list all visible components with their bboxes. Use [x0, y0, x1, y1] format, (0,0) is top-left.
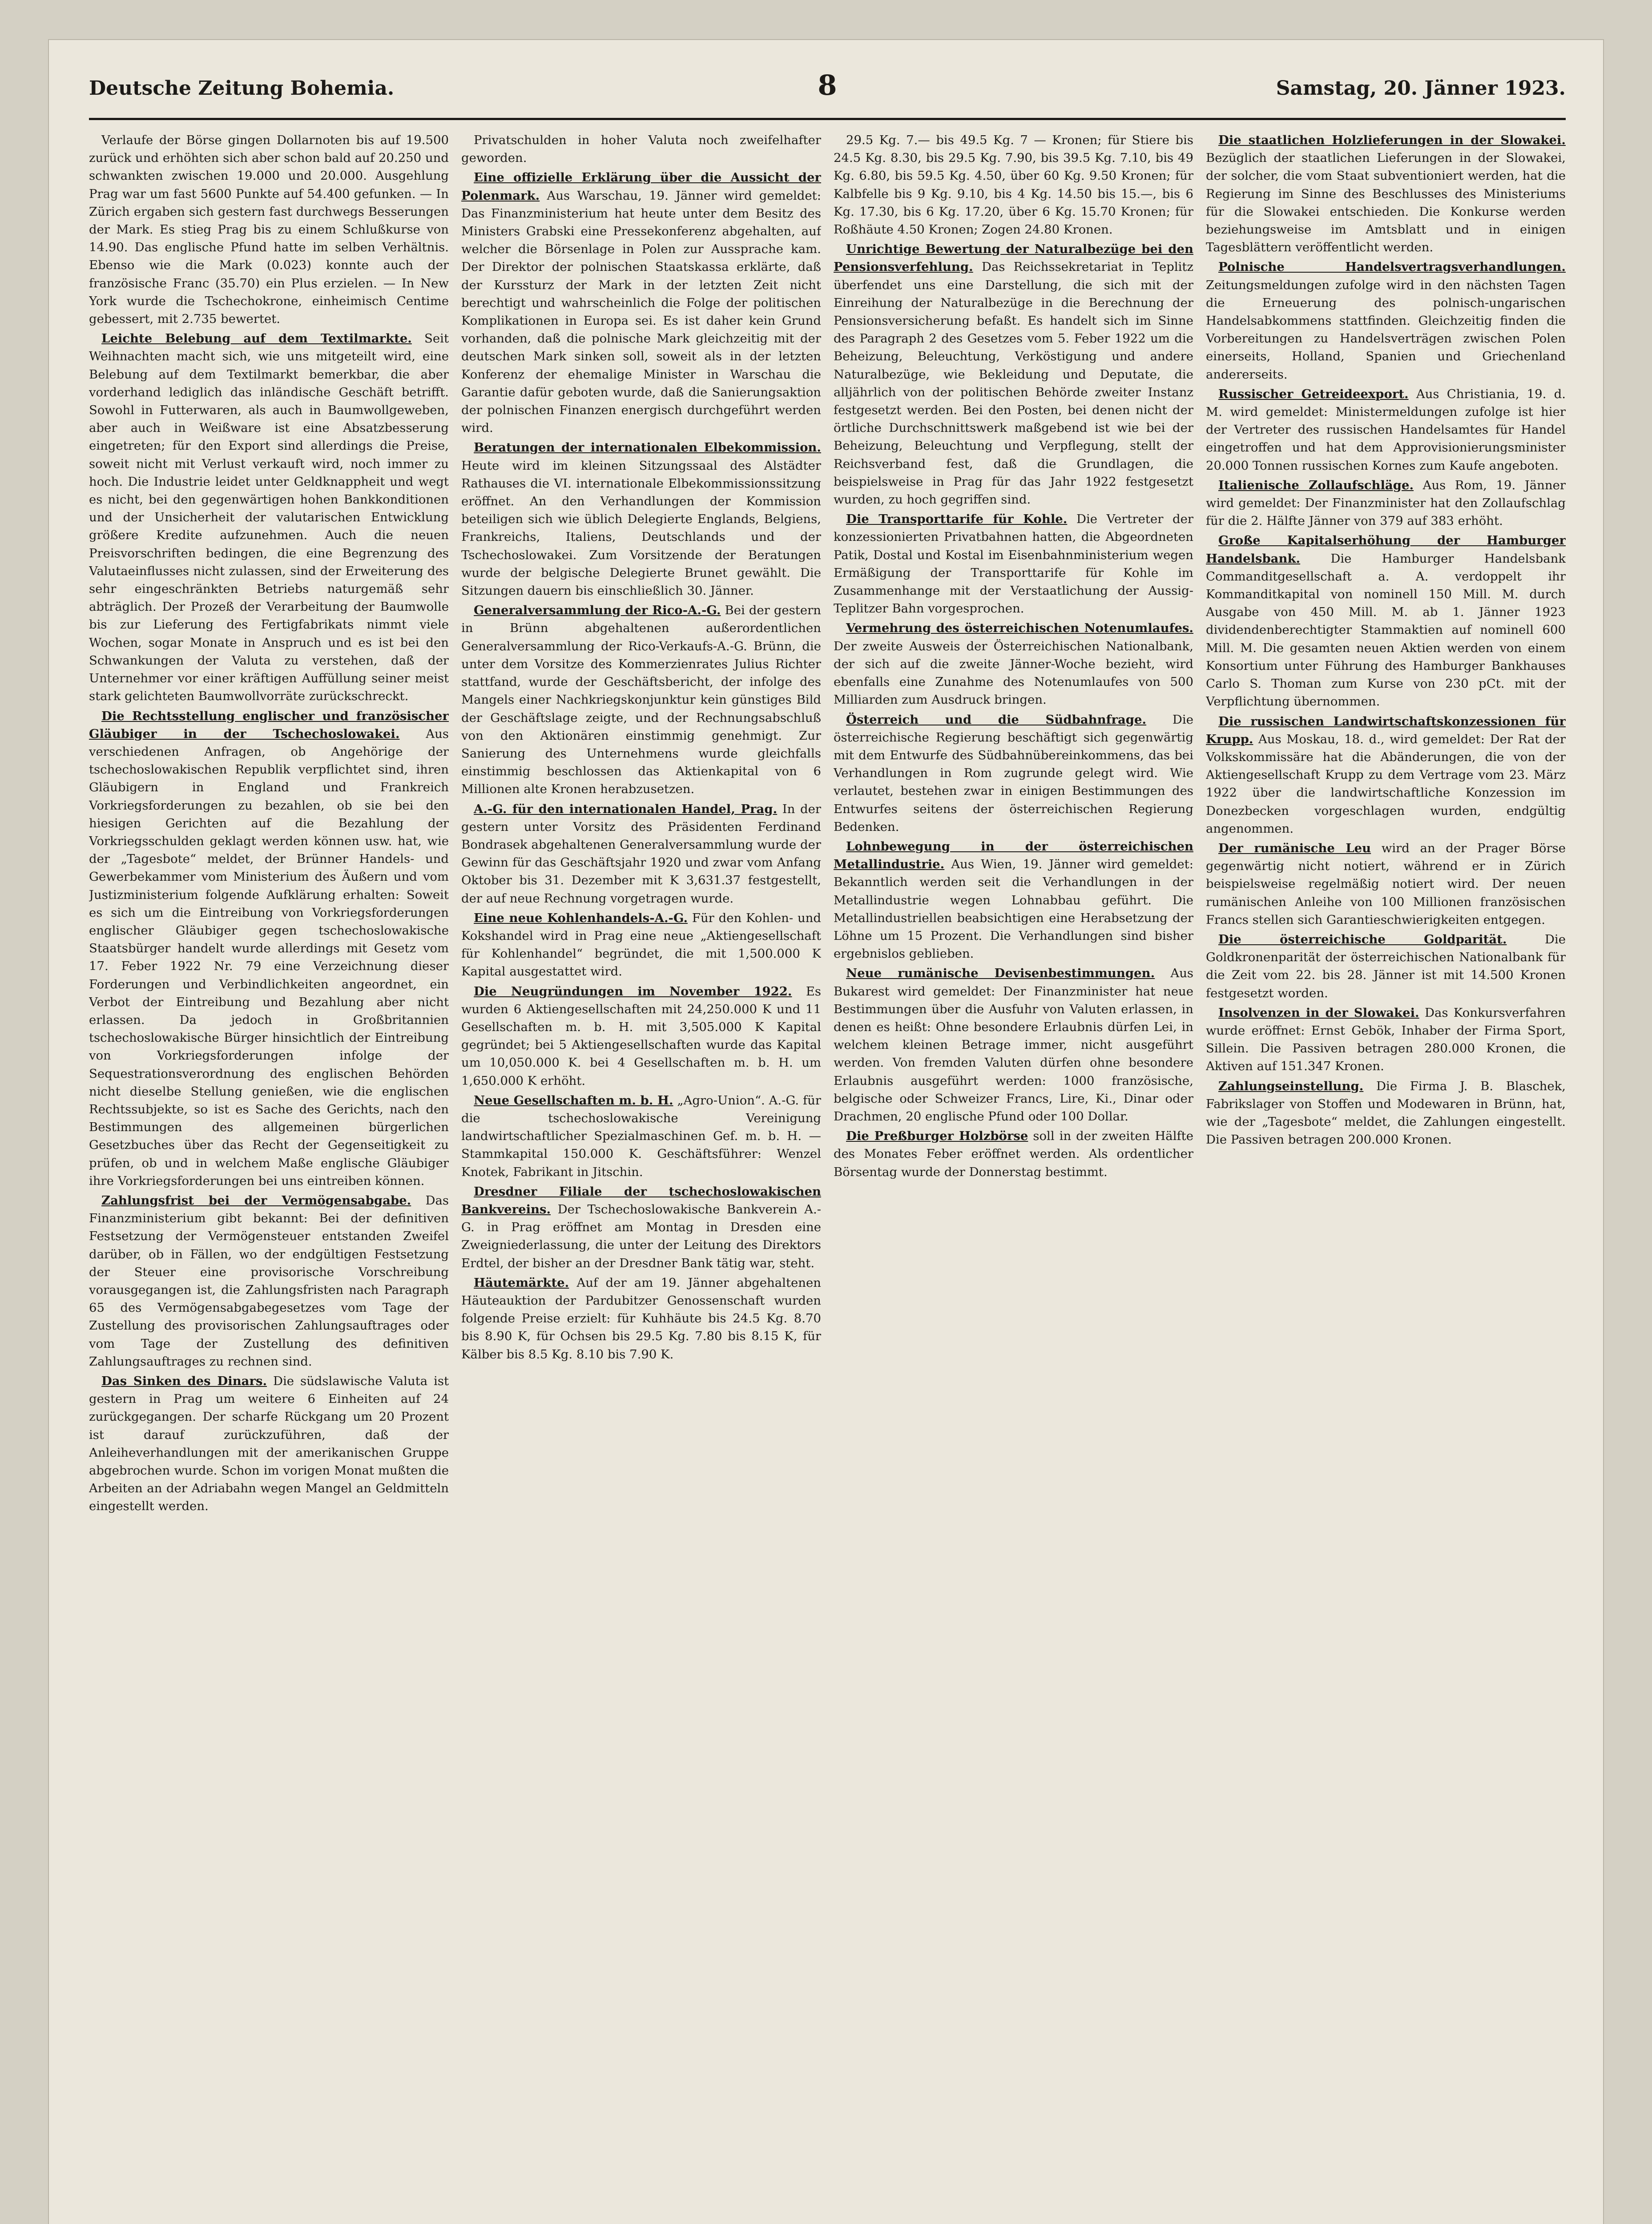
column-2	[461, 131, 821, 2224]
article-paragraph	[834, 1127, 1193, 1181]
article-paragraph	[1206, 258, 1566, 383]
article-paragraph	[89, 707, 449, 1190]
article-paragraph	[834, 240, 1193, 508]
article-heading: Die Rechtsstellung englischer und französischer Gläubiger in der Tschechoslowakei.	[89, 709, 449, 741]
article-heading: Häutemärkte.	[474, 1275, 569, 1290]
article-heading: Der rumänische Leu	[1218, 841, 1371, 855]
article-paragraph	[1206, 532, 1566, 710]
article-heading: Unrichtige Bewertung der Naturalbezüge bei den Pensionsverfehlung.	[834, 242, 1193, 274]
article-paragraph	[461, 909, 821, 981]
article-heading: Die Transporttarife für Kohle.	[846, 512, 1068, 527]
article-text: Es wurden 6 Aktiengesellschaften mit 24,250.000 K und 11 Gesellschaften m. b. H. mit 3,505.000 K Kapital gegründet; bei 5 Aktiengesellschaften wurde das Kapital um 10,050.000 K. bei 4 Gesellschaften m. b. H. um 1,650.000 K erhöht.	[461, 984, 821, 1088]
article-text: Heute wird im kleinen Sitzungssaal des Alstädter Rathauses die VI. internationale Elbekommissionssitzung eröffnet. An den Verhandlungen der Kommission beteiligen sich wie üblich Delegierte Englands, Belgiens, Frankreichs, Italiens, Deutschlands und der Tschechoslowakei. Zum Vorsitzende der Beratungen wurde der belgische Delegierte Brunet gewählt. Die Sitzungen dauern bis einschließlich 30. Jänner.	[461, 458, 821, 598]
article-text: Für den Kohlen- und Kokshandel wird in Prag eine neue „Aktiengesellschaft für Kohlenhandel“ begründet, die mit 1,500.000 K Kapital ausgestattet wird.	[461, 911, 821, 979]
article-heading: A.-G. für den internationalen Handel, Prag.	[474, 802, 778, 816]
article-text: Die Vertreter der konzessionierten Privatbahnen hatten, die Abgeordneten Patik, Dostal und Kostal im Eisenbahnministerium wegen Ermäßigung der Transporttarife für Kohle im Zusammenhange mit der Verstaatlichung der Aussig-Teplitzer Bahn vorgesprochen.	[834, 512, 1193, 616]
article-paragraph	[1206, 1004, 1566, 1076]
article-text: Aus Rom, 19. Jänner wird gemeldet: Der Finanzminister hat den Zollaufschlag für die 2. Hälfte Jänner von 379 auf 383 erhöht.	[1206, 478, 1566, 528]
newspaper-title: Deutsche Zeitung Bohemia.	[89, 77, 395, 100]
article-paragraph	[834, 964, 1193, 1125]
page-number: 8	[818, 69, 837, 101]
article-paragraph	[461, 1092, 821, 1181]
page-header	[89, 64, 1566, 120]
article-heading: Neue Gesellschaften m. b. H.	[474, 1093, 673, 1108]
article-text: Die südslawische Valuta ist gestern in Prag um weitere 6 Einheiten auf 24 zurückgegangen. Der scharfe Rückgang um 20 Prozent ist darauf zurückzuführen, daß der Anleiheverhandlungen mit der amerikanischen Gruppe abgebrochen wurde. Schon im vorigen Monat mußten die Arbeiten an der Adriabahn wegen Mangel an Geldmitteln eingestellt werden.	[89, 1374, 449, 1514]
article-heading: Leichte Belebung auf dem Textilmarkte.	[101, 331, 412, 346]
article-heading: Zahlungseinstellung.	[1218, 1079, 1364, 1093]
article-text: Aus Christiania, 19. d. M. wird gemeldet: Ministermeldungen zufolge ist hier der Vertreter des russischen Handelsamtes für Handel eingetroffen und hat dem Approvisionierungsminister 20.000 Tonnen russischen Kornes zum Kaufe angeboten.	[1206, 387, 1566, 473]
article-text: Das Reichssekretariat in Teplitz überfendet uns eine Darstellung, die sich mit der Einreihung der Naturalbezüge in die Berechnung der Pensionsversicherung befaßt. Es handelt sich im Sinne des Paragraph 2 des Gesetzes vom 5. Feber 1922 um die Beheizung, Beleuchtung, Verköstigung und andere Naturalbezüge, wie Bekleidung und Deputate, die alljährlich von der politischen Behörde zweiter Instanz festgesetzt werden. Bei den Posten, bei denen nicht der örtliche Durchschnittswerk maßgebend ist wie bei der Beheizung, Beleuchtung und Verpflegung, stellt der Reichsverband fest, daß die Grundlagen, die beispielsweise in Prag für das Jahr 1922 festgesetzt wurden, zu hoch gegriffen sind.	[834, 260, 1193, 507]
column-4	[1206, 131, 1566, 2224]
article-text: Aus Warschau, 19. Jänner wird gemeldet: Das Finanzministerium hat heute unter dem Besitz des Ministers Grabski eine Pressekonferenz abgehalten, auf welcher die Börsenlage in Polen zur Aussprache kam. Der Direktor der polnischen Staatskassa erklärte, daß der Kurssturz der Mark in der letzten Zeit nicht berechtigt und wahrscheinlich die Folge der politischen Komplikationen in Europa sei. Es ist daher kein Grund vorhanden, daß die polnische Mark gleichzeitig mit der deutschen Mark sinken soll, soweit als in der letzten Konferenz der ehemalige Minister in Warschau die Garantie dafür geboten wurde, daß die Sanierungsaktion der polnischen Finanzen energisch durchgeführt werden wird.	[461, 188, 821, 435]
article-text: soll in der zweiten Hälfte des Monates Feber eröffnet werden. Als ordentlicher Börsentag wurde der Donnerstag bestimmt.	[834, 1129, 1193, 1179]
article-text: Die österreichische Regierung beschäftigt sich gegenwärtig mit dem Entwurfe des Südbahnübereinkommens, das bei Verhandlungen in Rom zugrunde gelegt wird. Wie verlautet, bestehen zwar in einigen Bestimmungen des Entwurfes seitens der österreichischen Regierung Bedenken.	[834, 712, 1193, 834]
article-heading: Generalversammlung der Rico-A.-G.	[474, 603, 721, 618]
article-heading: Vermehrung des österreichischen Notenumlaufes.	[846, 621, 1193, 636]
article-paragraph	[461, 601, 821, 798]
article-heading: Die Preßburger Holzbörse	[846, 1129, 1028, 1144]
article-paragraph	[89, 1372, 449, 1515]
article-text: Die Goldkronenparität der österreichischen Nationalbank für die Zeit vom 22. bis 28. Jänner ist mit 14.500 Kronen festgesetzt worden.	[1206, 932, 1566, 1000]
article-paragraph	[461, 1274, 821, 1363]
article-heading: Insolvenzen in der Slowakei.	[1218, 1005, 1419, 1020]
article-heading: Die staatlichen Holzlieferungen in der Slowakei.	[1218, 133, 1566, 147]
article-paragraph	[89, 131, 449, 328]
article-text: Der Tschechoslowakische Bankverein A.-G. in Prag eröffnet am Montag in Dresden eine Zweigniederlassung, die unter der Leitung des Direktors Erdtel, der bisher an der Dresdner Bank tätig war, steht.	[461, 1202, 821, 1270]
issue-date: Samstag, 20. Jänner 1923.	[1276, 77, 1566, 100]
article-paragraph	[1206, 385, 1566, 475]
column-1	[89, 131, 449, 2224]
article-heading: Die russischen Landwirtschaftskonzessionen für Krupp.	[1206, 714, 1566, 746]
article-paragraph	[89, 1192, 449, 1370]
article-paragraph	[834, 619, 1193, 709]
article-heading: Das Sinken des Dinars.	[101, 1374, 267, 1389]
article-heading: Eine offizielle Erklärung über die Aussicht der Polenmark.	[461, 170, 821, 203]
article-heading: Italienische Zollaufschläge.	[1218, 478, 1414, 492]
article-text: Aus verschiedenen Anfragen, ob Angehörige der tschechoslowakischen Republik verpflichtet sind, ihren Gläubigern in England und Frankreich Vorkriegsforderungen zu bezahlen, ob sie bei den hiesigen Gerichten auf die Bezahlung der Vorkriegsschulden geklagt werden können usw. hat, wie der „Tagesbote“ meldet, der Brünner Handels- und Gewerbekammer vom Ministerium des Äußern und vom Justizministerium folgende Aufklärung erhalten: Soweit es sich um die Eintreibung von Vorkriegsforderungen englischer Gläubiger gegen tschechoslowakische Staatsbürger handelt wurde allerdings mit Gesetz vom 17. Feber 1922 Nr. 79 eine Verzeichnung dieser Forderungen und Verbindlichkeiten angeordnet, ein Verbot der Eintreibung und Bezahlung aber nicht erlassen. Da jedoch in Großbritannien tschechoslowakische Bürger hinsichtlich der Eintreibung von Vorkriegsforderungen infolge der Sequestrationsverordnung des englischen Behörden nicht dieselbe Stellung genießen, wie die englischen Rechtssubjekte, so ist es Sache des Gerichts, nach den Bestimmungen des allgemeinen bürgerlichen Gesetzbuches über das Recht der Gegenseitigkeit zu prüfen, ob und in welchem Maße englische Gläubiger ihre Vorkriegsforderungen bei uns eintreiben können.	[89, 726, 449, 1188]
article-text: Auf der am 19. Jänner abgehaltenen Häuteauktion der Pardubitzer Genossenschaft wurden folgende Preise erzielt: für Kuhhäute bis 24.5 Kg. 8.70 bis 8.90 K, für Ochsen bis 29.5 Kg. 7.80 bis 8.15 K, für Kälber bis 8.5 Kg. 8.10 bis 7.90 K.	[461, 1275, 821, 1362]
article-paragraph	[461, 131, 821, 167]
article-heading: Eine neue Kohlenhandels-A.-G.	[474, 911, 688, 925]
article-text: In der gestern unter Vorsitz des Präsidenten Ferdinand Bondrasek abgehaltenen Generalversammlung wurde der Gewinn für das Geschäftsjahr 1920 und zwar vom Anfang Oktober bis 31. Dezember mit K 3,631.37 festgestellt, der auf neue Rechnung vorgetragen wurde.	[461, 802, 821, 906]
article-text: wird an der Prager Börse gegenwärtig nicht notiert, während er in Zürich beispielsweise regelmäßig notiert wird. Der neuen rumänischen Anleihe von 100 Millionen französischen Francs stellen sich Garantieschwierigkeiten entgegen.	[1206, 841, 1566, 927]
article-heading: Lohnbewegung in der österreichischen Metallindustrie.	[834, 839, 1193, 872]
article-text: Der zweite Ausweis der Österreichischen Nationalbank, der sich auf die zweite Jänner-Woche bezieht, wird ebenfalls eine Zunahme des Notenumlaufes von 500 Milliarden zum Ausdruck bringen.	[834, 639, 1193, 707]
article-paragraph	[1206, 131, 1566, 256]
article-heading: Die Neugründungen im November 1922.	[474, 984, 792, 999]
article-heading: Zahlungsfrist bei der Vermögensabgabe.	[101, 1193, 411, 1208]
article-paragraph	[461, 439, 821, 600]
article-paragraph	[461, 800, 821, 907]
article-text: Die Firma J. B. Blaschek, Fabrikslager von Stoffen und Modewaren in Brünn, hat, wie der „Tagesbote“ meldet, die Zahlungen eingestellt. Die Passiven betragen 200.000 Kronen.	[1206, 1079, 1566, 1147]
article-text: „Agro-Union“. A.-G. für die tschechoslowakische Vereinigung landwirtschaftlicher Spezialmaschinen Gef. m. b. H. — Stammkapital 150.000 K. Geschäftsführer: Wenzel Knotek, Fabrikant in Jitschin.	[461, 1093, 821, 1179]
article-paragraph	[1206, 839, 1566, 929]
article-paragraph	[1206, 1077, 1566, 1149]
article-heading: Polnische Handelsvertragsverhandlungen.	[1218, 260, 1566, 274]
article-text: Privatschulden in hoher Valuta noch zweifelhafter geworden.	[461, 133, 821, 165]
newspaper-page	[49, 40, 1603, 2224]
article-paragraph	[834, 131, 1193, 238]
article-paragraph	[834, 711, 1193, 836]
article-text: Das Konkursverfahren wurde eröffnet: Ernst Gebök, Inhaber der Firma Sport, Sillein. Die Passiven betragen 280.000 Kronen, die Aktiven auf 151.347 Kronen.	[1206, 1005, 1566, 1074]
article-text: 29.5 Kg. 7.— bis 49.5 Kg. 7 — Kronen; für Stiere bis 24.5 Kg. 8.30, bis 29.5 Kg. 7.90, bis 39.5 Kg. 7.10, bis 49 Kg. 6.80, bis 59.5 Kg. 4.50, über 60 Kg. 9.50 Kronen; für Kalbfelle bis 9 Kg. 9.10, bis 4 Kg. 14.50 bis 15.—, bis 6 Kg. 17.30, bis 6 Kg. 17.20, über 6 Kg. 15.70 Kronen; für Roßhäute 4.50 Kronen; Zogen 24.80 Kronen.	[834, 133, 1193, 237]
article-text: Aus Wien, 19. Jänner wird gemeldet: Bekanntlich werden seit die Verhandlungen in der Metallindustrie wegen Lohnabbau geführt. Die Metallindustriellen beabsichtigen eine Herabsetzung der Löhne um 15 Prozent. Die Verhandlungen sind bisher ergebnislos geblieben.	[834, 857, 1193, 961]
article-paragraph	[1206, 713, 1566, 838]
article-heading: Dresdner Filiale der tschechoslowakischen Bankvereins.	[461, 1184, 821, 1217]
article-heading: Neue rumänische Devisenbestimmungen.	[846, 966, 1155, 981]
article-heading: Große Kapitalserhöhung der Hamburger Handelsbank.	[1206, 533, 1566, 566]
column-3	[834, 131, 1193, 2224]
article-text: Seit Weihnachten macht sich, wie uns mitgeteilt wird, eine Belebung auf dem Textilmarkt bemerkbar, die aber vorderhand lediglich das inländische Geschäft betrifft. Sowohl in Futterwaren, als auch in Baumwollgeweben, aber auch in Weißware ist eine Absatzbesserung eingetreten; für den Export sind allerdings die Preise, soweit nicht mit Verlust verkauft wird, noch immer zu hoch. Die Industrie leidet unter Geldknappheit und wegt es nicht, bei den gegenwärtigen hohen Bankkonditionen und der Unsicherheit der valutarischen Entwicklung größere Kredite aufzunehmen. Auch die neuen Preisvorschriften bedingen, die eine Begrenzung des Valutaeinflusses nicht zulassen, sind der Erweiterung des sehr eingeschränkten Betriebs naturgemäß sehr abträglich. Der Prozeß der Verarbeitung der Baumwolle bis zur Lieferung des Fertigfabrikats nimmt viele Wochen, sogar Monate in Anspruch und es ist bei den Schwankungen der Valuta zu verstehen, daß der Unternehmer vor einer kräftigen Auffüllung seiner meist stark gelichteten Baumwollvorräte zurückschreckt.	[89, 331, 449, 704]
article-heading: Russischer Getreideexport.	[1218, 387, 1409, 401]
text-columns	[89, 131, 1566, 2224]
article-paragraph	[1206, 931, 1566, 1002]
article-text: Bei der gestern in Brünn abgehaltenen außerordentlichen Generalversammlung der Rico-Verkaufs-A.-G. Brünn, die unter dem Vorsitze des Kommerzienrates Julius Richter stattfand, wurde der Geschäftsbericht, der infolge des Mangels einer Nachkriegskonjunktur kein günstiges Bild der Geschäftslage zeigte, und der Rechnungsabschluß von den Aktionären einstimmig genehmigt. Zur Sanierung des Unternehmens wurde gleichfalls einstimmig beschlossen das Aktienkapital von 6 Millionen alte Kronen herabzusetzen.	[461, 603, 821, 797]
article-heading: Beratungen der internationalen Elbekommission.	[474, 440, 821, 455]
article-paragraph	[461, 983, 821, 1090]
article-paragraph	[461, 1183, 821, 1272]
article-heading: Österreich und die Südbahnfrage.	[846, 712, 1147, 727]
article-paragraph	[461, 169, 821, 437]
article-text: Aus Moskau, 18. d., wird gemeldet: Der Rat der Volkskommissäre hat die Abänderungen, die von der Aktiengesellschaft Krupp zu dem Vertrage vom 23. März 1922 über die landwirtschaftliche Konzession im Donezbecken vorgeschlagen wurden, endgültig angenommen.	[1206, 732, 1566, 836]
article-text: Bezüglich der staatlichen Lieferungen in der Slowakei, der solcher, die vom Staat subventioniert werden, hat die Regierung im Sinne des Beschlusses des Ministeriums für die Slowakei entschieden. Die Konkurse werden beziehungsweise im Amtsblatt und in einigen Tagesblättern veröffentlicht werden.	[1206, 151, 1566, 255]
article-paragraph	[1206, 476, 1566, 530]
article-text: Verlaufe der Börse gingen Dollarnoten bis auf 19.500 zurück und erhöhten sich aber schon bald auf 20.250 und schwankten zwischen 19.000 und 20.000. Ausgehlung Prag war um fast 5600 Punkte auf 54.400 gefunken. — In Zürich ergaben sich gestern fast durchwegs Besserungen der Mark. Es stieg Prag bis zu einem Schlußkurse von 14.90. Das englische Pfund hatte im selben Verhältnis. Ebenso wie die Mark (0.023) konnte auch der französische Franc (35.70) ein Plus erzielen. — In New York wurde die Tschechokrone, einheimisch Centime gebessert, mit 2.735 bewertet.	[89, 133, 449, 326]
article-text: Das Finanzministerium gibt bekannt: Bei der definitiven Festsetzung der Vermögensteuer entstanden Zweifel darüber, ob in Fällen, wo der endgültigen Festsetzung der Steuer eine provisorische Vorschreibung vorausgegangen ist, die Zahlungsfristen nach Paragraph 65 des Vermögensabgabegesetzes vom Tage der Zustellung des provisorischen Zahlungsauftrages oder vom Tage der Zustellung des definitiven Zahlungsauftrages zu rechnen sind.	[89, 1193, 449, 1369]
article-text: Zeitungsmeldungen zufolge wird in den nächsten Tagen die Erneuerung des polnisch-ungarischen Handelsabkommens stattfinden. Gleichzeitig finden die Vorbereitungen zu Handelsverträgen zwischen Polen einerseits, Holland, Spanien und Griechenland andererseits.	[1206, 278, 1566, 382]
article-text: Aus Bukarest wird gemeldet: Der Finanzminister hat neue Bestimmungen über die Ausfuhr von Valuten erlassen, in denen es heißt: Ohne besondere Erlaubnis dürfen Lei, in welchem kleinen Betrage immer, nicht ausgeführt werden. Von fremden Valuten dürfen ohne besondere Erlaubnis ausgeführt werden: 1000 französische, belgische oder Schweizer Francs, Lire, Ki., Dinar oder Drachmen, 20 englische Pfund oder 100 Dollar.	[834, 966, 1193, 1124]
article-text: Die Hamburger Handelsbank Commanditgesellschaft a. A. verdoppelt ihr Kommanditkapital von nominell 150 Mill. M. durch Ausgabe von 450 Mill. M. ab 1. Jänner 1923 dividendenberechtigter Stammaktien auf nominell 600 Mill. M. Die gesamten neuen Aktien werden von einem Konsortium unter Führung des Hamburger Bankhauses Carlo S. Thoman zum Kurse von 230 pCt. mit der Verpflichtung übernommen.	[1206, 551, 1566, 709]
article-heading: Die österreichische Goldparität.	[1218, 932, 1507, 947]
article-paragraph	[834, 838, 1193, 963]
article-paragraph	[834, 510, 1193, 617]
article-paragraph	[89, 330, 449, 705]
